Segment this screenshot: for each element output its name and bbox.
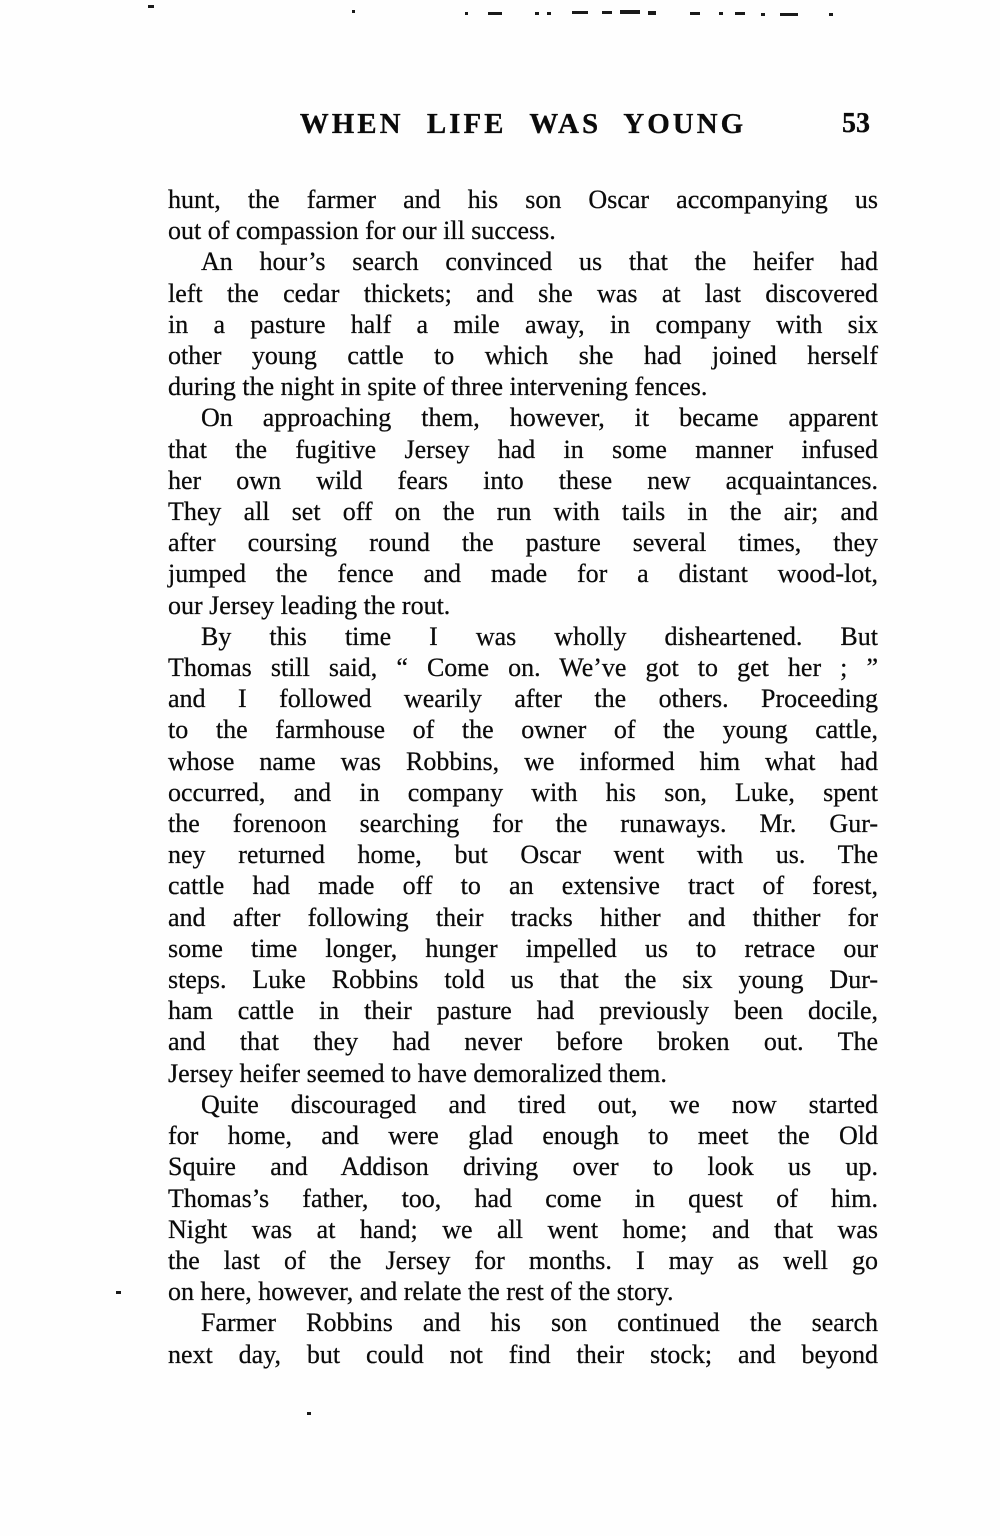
text-line: and after following their tracks hither and thither for: [168, 902, 878, 932]
text-line: next day, but could not find their stock; and beyond: [168, 1339, 878, 1369]
text-line: the forenoon searching for the runaways. Mr. Gur-: [168, 809, 878, 839]
text-line: to the farmhouse of the owner of the young cattle,: [168, 715, 878, 745]
text-line: ney returned home, but Oscar went with us. The: [168, 840, 878, 870]
scan-noise-speck: [648, 11, 656, 15]
scan-noise-speck: [780, 13, 798, 16]
running-header: [168, 108, 878, 148]
text-line: in a pasture half a mile away, in company with six: [168, 309, 878, 339]
text-line: for home, and were glad enough to meet the Old: [168, 1121, 878, 1151]
scan-noise-speck: [307, 1412, 311, 1415]
scan-noise-speck: [690, 12, 700, 15]
text-line: occurred, and in company with his son, Luke, spent: [168, 777, 878, 807]
page-number: 53: [842, 108, 870, 139]
text-line: hunt, the farmer and his son Oscar accompanying us: [168, 185, 878, 214]
scan-noise-speck: [488, 12, 502, 15]
text-line: jumped the fence and made for a distant wood-lot,: [168, 559, 878, 589]
text-line: the last of the Jersey for months. I may as well go: [168, 1245, 878, 1275]
scan-noise-speck: [535, 12, 539, 15]
text-line: steps. Luke Robbins told us that the six young Dur-: [168, 965, 878, 995]
text-line: ham cattle in their pasture had previously been docile,: [168, 996, 878, 1026]
scan-noise-speck: [602, 11, 612, 14]
scan-noise-speck: [547, 12, 551, 15]
scan-noise-speck: [719, 12, 723, 15]
scan-noise-speck: [572, 11, 588, 14]
text-line: Squire and Addison driving over to look us up.: [168, 1152, 878, 1182]
text-line: our Jersey leading the rout.: [168, 590, 451, 620]
text-line: Thomas still said, “ Come on. We’ve got to get her ; ”: [168, 653, 878, 683]
text-line: Thomas’s father, too, had come in quest of him.: [168, 1183, 878, 1213]
text-line: and that they had never before broken out. The: [168, 1027, 878, 1057]
text-line: An hour’s search convinced us that the heifer had: [201, 247, 878, 277]
text-line: her own wild fears into these new acquaintances.: [168, 465, 878, 495]
page-text: [168, 184, 878, 1370]
scan-noise-speck: [116, 1291, 121, 1294]
text-line: Quite discouraged and tired out, we now started: [201, 1089, 878, 1119]
text-line: out of compassion for our ill success.: [168, 216, 556, 246]
text-line: during the night in spite of three intervening fences.: [168, 372, 708, 402]
text-line: cattle had made off to an extensive tract of forest,: [168, 871, 878, 901]
text-line: and I followed wearily after the others. Proceeding: [168, 684, 878, 714]
text-line: They all set off on the run with tails in the air; and: [168, 497, 878, 527]
text-line: on here, however, and relate the rest of the story.: [168, 1277, 674, 1307]
text-line: that the fugitive Jersey had in some manner infused: [168, 434, 878, 464]
text-line: By this time I was wholly disheartened. But: [201, 621, 878, 651]
scan-noise-speck: [352, 10, 355, 13]
scan-noise-speck: [735, 12, 745, 15]
text-line: Night was at hand; we all went home; and that was: [168, 1214, 878, 1244]
scan-noise-speck: [148, 5, 154, 8]
text-line: Jersey heifer seemed to have demoralized them.: [168, 1058, 667, 1088]
scan-noise-speck: [829, 13, 833, 16]
text-line: some time longer, hunger impelled us to retrace our: [168, 933, 878, 963]
text-line: after coursing round the pasture several times, they: [168, 528, 878, 558]
text-line: On approaching them, however, it became apparent: [201, 403, 878, 433]
text-line: whose name was Robbins, we informed him what had: [168, 746, 878, 776]
scan-noise-speck: [620, 10, 640, 14]
scan-noise-speck: [761, 13, 765, 16]
running-header-title: WHEN LIFE WAS YOUNG: [299, 108, 747, 140]
text-line: left the cedar thickets; and she was at last discovered: [168, 278, 878, 308]
scan-noise-speck: [465, 12, 468, 15]
text-line: Farmer Robbins and his son continued the search: [201, 1308, 878, 1338]
text-line: other young cattle to which she had joined herself: [168, 341, 878, 371]
